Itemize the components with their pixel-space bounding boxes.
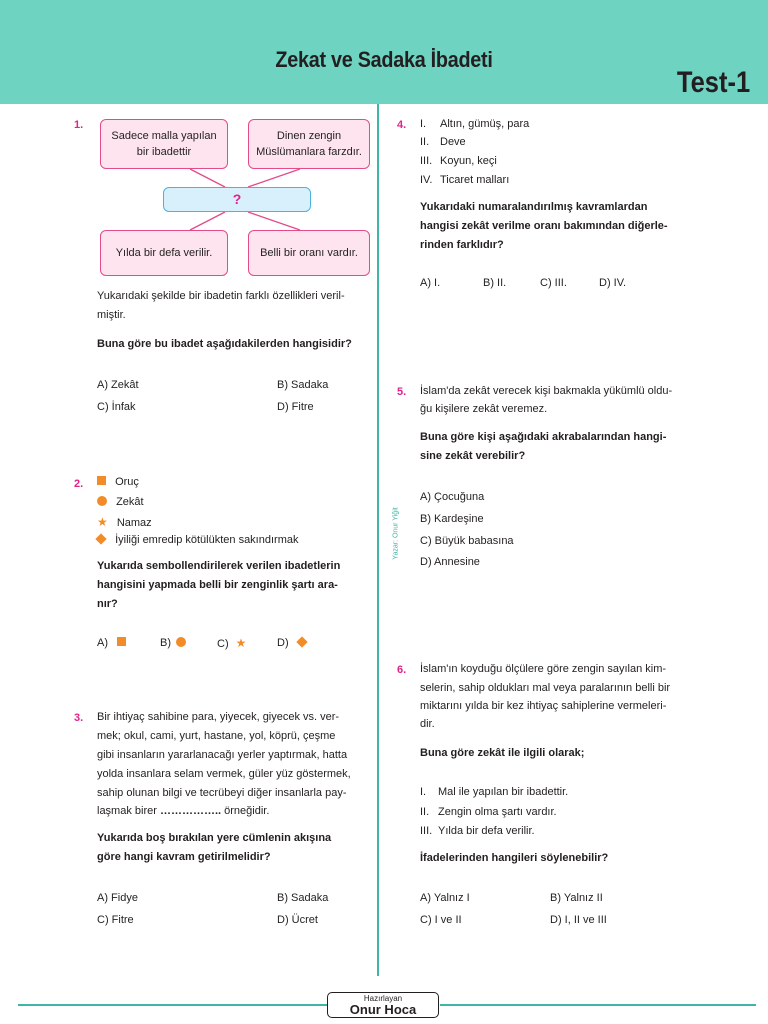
question-6-line-4: dir. (420, 718, 435, 730)
question-5-line-1: İslam'da zekât verecek kişi bakmakla yükümlü oldu- (420, 385, 673, 397)
question-4-item-3 (420, 155, 497, 167)
concept-box-top-right: Dinen zengin Müslümanlara farzdır. (248, 119, 370, 169)
question-6-question-line-2: İfadelerinden hangileri söylenebilir? (420, 852, 609, 864)
question-2-item-2: Zekât (116, 496, 144, 508)
option-letter: C) (217, 638, 229, 650)
question-2-option-a[interactable] (97, 637, 126, 649)
concept-box-bottom-left: Yılda bir defa verilir. (100, 230, 228, 276)
option-letter: D) (277, 637, 289, 649)
question-3-line-6 (97, 805, 269, 817)
question-6-option-b[interactable]: B) Yalnız II (550, 892, 603, 904)
question-5-line-2: ğu kişilere zekât veremez. (420, 403, 548, 415)
page-title: Zekat ve Sadaka İbadeti (275, 47, 493, 72)
question-4-option-b[interactable]: B) II. (483, 277, 507, 289)
question-2-question-line-3: nır? (97, 598, 118, 610)
question-4-number: 4. (397, 119, 407, 131)
question-1-option-c[interactable]: C) İnfak (97, 401, 136, 413)
item-text: Zengin olma şartı vardır. (438, 806, 557, 818)
question-2-number: 2. (74, 478, 84, 490)
question-4-question-line-3: rinden farklıdır? (420, 239, 504, 251)
question-5-option-a[interactable]: A) Çocuğuna (420, 491, 485, 503)
roman-numeral: II. (420, 136, 430, 148)
question-3-option-b[interactable]: B) Sadaka (277, 892, 329, 904)
concept-box-bottom-right: Belli bir oranı vardır. (248, 230, 370, 276)
blank-dots: …………….. (159, 805, 222, 817)
list-item (97, 534, 298, 546)
square-icon (117, 637, 126, 646)
question-1-number: 1. (74, 119, 84, 131)
question-4-item-1 (420, 118, 529, 130)
star-icon: ★ (97, 515, 108, 529)
question-6-line-2: selerin, sahip oldukları mal veya paralarının belli bir (420, 682, 671, 694)
author-name: Onur Hoca (349, 1002, 417, 1017)
item-text: Koyun, keçi (440, 155, 497, 167)
item-text: Yılda bir defa verilir. (438, 825, 535, 837)
question-6-option-c[interactable]: C) I ve II (420, 914, 462, 926)
question-4-question-line-2: hangisi zekât verilme oranı bakımından diğerle- (420, 220, 668, 232)
question-6-line-3: miktarını yılda bir kez ihtiyaç sahiplerine vermeleri- (420, 700, 667, 712)
question-1-question: Buna göre bu ibadet aşağıdakilerden hangisidir? (97, 338, 352, 350)
question-3-line-1: Bir ihtiyaç sahibine para, yiyecek, giyecek vs. ver- (97, 711, 340, 723)
option-letter: B) (160, 637, 171, 649)
question-6-option-d[interactable]: D) I, II ve III (550, 914, 607, 926)
diamond-icon (95, 533, 106, 544)
roman-numeral: IV. (420, 174, 433, 186)
author-label: Hazırlayan (363, 994, 403, 1003)
question-5-question-line-1: Buna göre kişi aşağıdaki akrabalarından hangi- (420, 431, 667, 443)
question-6-question-line-1: Buna göre zekât ile ilgili olarak; (420, 747, 585, 759)
question-1-stem-line-1: Yukarıdaki şekilde bir ibadetin farklı özellikleri veril- (97, 290, 345, 302)
question-3-line-2: mek; okul, cami, yurt, hastane, yol, köprü, çeşme (97, 730, 336, 742)
question-3-line-5: sahip olunan bilgi ve tecrübeyi diğer insanlarla pay- (97, 787, 347, 799)
item-text: Ticaret malları (440, 174, 510, 186)
roman-numeral: III. (420, 825, 433, 837)
author-badge (327, 992, 439, 1018)
question-2-item-4: İyiliği emredip kötülükten sakındırmak (115, 534, 299, 546)
question-5-option-b[interactable]: B) Kardeşine (420, 513, 484, 525)
question-6-item-2 (420, 806, 557, 818)
question-4-item-4 (420, 174, 509, 186)
list-item (97, 496, 144, 508)
question-3-question-line-1: Yukarıda boş bırakılan yere cümlenin akışına (97, 832, 332, 844)
question-5-option-c[interactable]: C) Büyük babasına (420, 535, 514, 547)
diamond-icon (296, 636, 307, 647)
question-3-option-a[interactable]: A) Fidye (97, 892, 138, 904)
question-1-option-a[interactable]: A) Zekât (97, 379, 139, 391)
question-2-question-line-1: Yukarıda sembollendirilerek verilen ibadetlerin (97, 560, 341, 572)
question-1-option-d[interactable]: D) Fitre (277, 401, 314, 413)
question-4-item-2 (420, 136, 466, 148)
question-3-option-c[interactable]: C) Fitre (97, 914, 134, 926)
item-text: Mal ile yapılan bir ibadettir. (438, 786, 569, 798)
question-4-option-a[interactable]: A) I. (420, 277, 441, 289)
circle-icon (97, 496, 107, 506)
question-6-number: 6. (397, 664, 407, 676)
option-letter: A) (97, 637, 108, 649)
question-1-option-b[interactable]: B) Sadaka (277, 379, 329, 391)
question-3-line-3: gibi insanların yararlanacağı yerler yaptırmak, hatta (97, 749, 348, 761)
test-label: Test-1 (676, 66, 750, 99)
footer-line-right (440, 1004, 756, 1006)
list-item (97, 476, 139, 488)
question-2-option-c[interactable] (217, 636, 246, 650)
footer-line-left (18, 1004, 328, 1006)
question-2-question-line-2: hangisini yapmada belli bir zenginlik şartı ara- (97, 579, 338, 591)
list-item (97, 515, 152, 529)
star-icon: ★ (235, 636, 247, 650)
question-3-line-4: yolda insanlara selam vermek, güler yüz göstermek, (97, 768, 351, 780)
question-3-question-line-2: göre hangi kavram getirilmelidir? (97, 851, 271, 863)
text-span: laşmak birer (97, 805, 160, 817)
question-4-option-c[interactable]: C) III. (540, 277, 567, 289)
roman-numeral: I. (420, 786, 427, 798)
square-icon (97, 476, 106, 485)
question-6-option-a[interactable]: A) Yalnız I (420, 892, 470, 904)
question-1-stem-line-2: miştir. (97, 309, 126, 321)
question-5-number: 5. (397, 386, 407, 398)
roman-numeral: III. (420, 155, 433, 167)
question-5-option-d[interactable]: D) Annesine (420, 556, 480, 568)
question-2-item-1: Oruç (115, 476, 139, 488)
question-4-option-d[interactable]: D) IV. (599, 277, 627, 289)
roman-numeral: I. (420, 118, 427, 130)
question-6-item-3 (420, 825, 535, 837)
concept-box-top-left: Sadece malla yapılan bir ibadettir (100, 119, 228, 169)
question-2-option-b[interactable] (160, 637, 186, 649)
question-3-number: 3. (74, 712, 84, 724)
roman-numeral: II. (420, 806, 430, 818)
side-credit: Yazar: Onur Yiğit (392, 507, 400, 560)
circle-icon (176, 637, 186, 647)
item-text: Altın, gümüş, para (440, 118, 530, 130)
text-span: örneğidir. (221, 805, 270, 817)
question-5-question-line-2: sine zekât verebilir? (420, 450, 526, 462)
question-6-item-1 (420, 786, 568, 798)
question-4-question-line-1: Yukarıdaki numaralandırılmış kavramlardan (420, 201, 648, 213)
concept-box-center: ? (163, 187, 311, 212)
question-2-option-d[interactable] (277, 637, 306, 649)
question-2-item-3: Namaz (116, 517, 152, 529)
question-3-option-d[interactable]: D) Ücret (277, 914, 318, 926)
question-6-line-1: İslam'ın koyduğu ölçülere göre zengin sayılan kim- (420, 663, 667, 675)
item-text: Deve (440, 136, 466, 148)
